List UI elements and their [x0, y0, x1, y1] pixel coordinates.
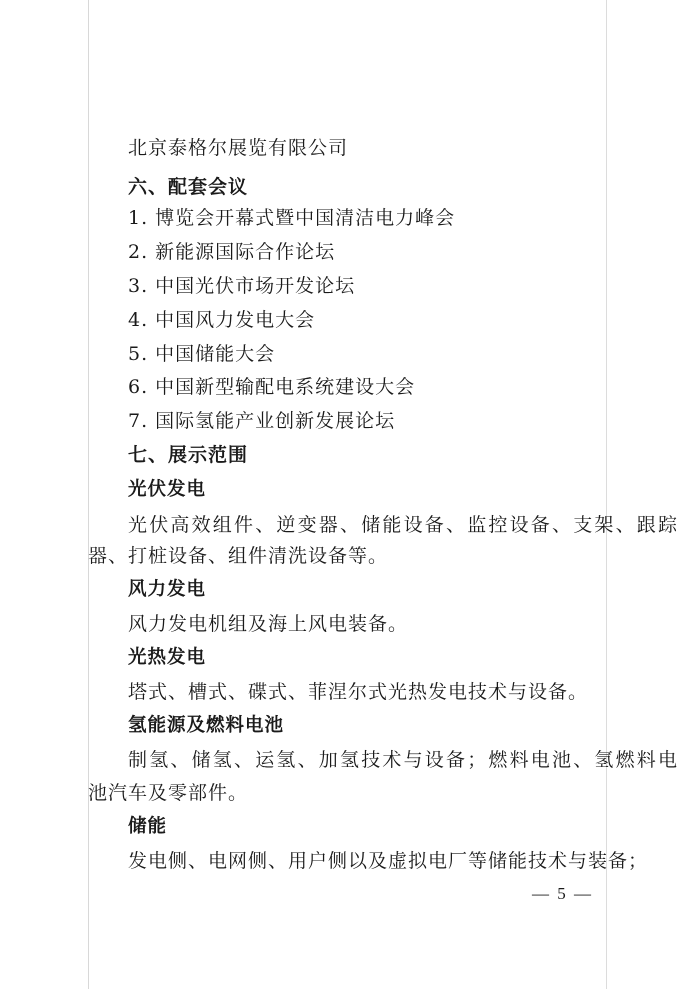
hydrogen-text-line-2: 池汽车及零部件。	[88, 782, 249, 804]
meeting-item-5: 5. 中国储能大会	[128, 343, 276, 365]
wind-heading: 风力发电	[128, 579, 207, 600]
section-7-heading: 七、展示范围	[128, 444, 249, 466]
section-6-heading: 六、配套会议	[128, 176, 249, 198]
pv-text-line-1: 光伏高效组件、逆变器、储能设备、监控设备、支架、跟踪	[128, 514, 680, 536]
page-number: — 5 —	[532, 884, 593, 903]
hydrogen-heading: 氢能源及燃料电池	[128, 715, 285, 736]
hydrogen-text-line-1: 制氢、储氢、运氢、加氢技术与设备；燃料电池、氢燃料电	[128, 749, 680, 771]
scan-edge-left	[88, 0, 89, 989]
meeting-item-7: 7. 国际氢能产业创新发展论坛	[128, 410, 396, 432]
pv-text-line-2: 器、打桩设备、组件清洗设备等。	[88, 545, 389, 567]
meeting-item-2: 2. 新能源国际合作论坛	[128, 241, 336, 263]
storage-heading: 储能	[128, 816, 168, 837]
meeting-item-4: 4. 中国风力发电大会	[128, 309, 316, 331]
meeting-item-6: 6. 中国新型输配电系统建设大会	[128, 376, 416, 398]
company-name: 北京泰格尔展览有限公司	[128, 137, 349, 159]
csp-heading: 光热发电	[128, 647, 207, 668]
meeting-item-1: 1. 博览会开幕式暨中国清洁电力峰会	[128, 207, 456, 229]
wind-text: 风力发电机组及海上风电装备。	[128, 613, 409, 635]
storage-text: 发电侧、电网侧、用户侧以及虚拟电厂等储能技术与装备；	[128, 850, 649, 872]
meeting-item-3: 3. 中国光伏市场开发论坛	[128, 275, 356, 297]
pv-heading: 光伏发电	[128, 479, 207, 500]
csp-text: 塔式、槽式、碟式、菲涅尔式光热发电技术与设备。	[128, 681, 589, 703]
